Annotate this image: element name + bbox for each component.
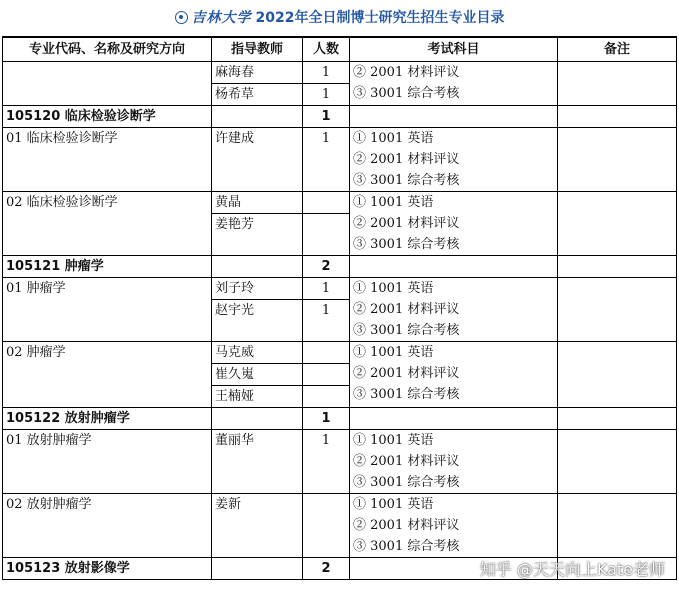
remarks-cell bbox=[558, 278, 677, 342]
document-header bbox=[0, 0, 679, 34]
count-cell bbox=[303, 278, 350, 342]
teacher-count bbox=[303, 386, 349, 407]
count-cell bbox=[303, 430, 350, 494]
exam-subject: ② 2001 材料评议 bbox=[353, 366, 460, 381]
count-cell bbox=[303, 62, 350, 106]
remarks-cell bbox=[558, 256, 677, 278]
direction-name: 02 放射肿瘤学 bbox=[3, 494, 212, 558]
column-header: 人数 bbox=[303, 37, 350, 62]
exam-cell bbox=[350, 192, 558, 256]
major-count: 1 bbox=[303, 106, 350, 128]
teacher-name: 许建成 bbox=[215, 131, 255, 146]
remarks-cell bbox=[558, 128, 677, 192]
teacher-name: 刘子玲 bbox=[212, 278, 302, 300]
exam-subject: ③ 3001 综合考核 bbox=[353, 323, 460, 338]
teacher-cell bbox=[212, 430, 303, 494]
university-seal-icon bbox=[175, 11, 188, 24]
direction-name: 01 肿瘤学 bbox=[3, 278, 212, 342]
direction-name: 02 肿瘤学 bbox=[3, 342, 212, 408]
exam-cell bbox=[350, 408, 558, 430]
teacher-count: 1 bbox=[321, 433, 331, 448]
major-name: 105122 放射肿瘤学 bbox=[3, 408, 212, 430]
university-name: 吉林大学 bbox=[191, 10, 252, 26]
teacher-name: 崔久嵬 bbox=[212, 364, 302, 386]
teacher-cell bbox=[212, 408, 303, 430]
catalog-table bbox=[2, 36, 677, 580]
column-header: 指导教师 bbox=[212, 37, 303, 62]
exam-cell bbox=[350, 128, 558, 192]
major-row bbox=[3, 106, 677, 128]
exam-cell bbox=[350, 256, 558, 278]
teacher-count bbox=[303, 192, 349, 214]
teacher-cell bbox=[212, 128, 303, 192]
teacher-cell bbox=[212, 62, 303, 106]
teacher-cell bbox=[212, 256, 303, 278]
exam-subject: ③ 3001 综合考核 bbox=[353, 539, 460, 554]
column-header: 备注 bbox=[558, 37, 677, 62]
teacher-cell bbox=[212, 494, 303, 558]
teacher-name: 麻海春 bbox=[212, 62, 302, 84]
teacher-count bbox=[303, 364, 349, 386]
exam-cell bbox=[350, 106, 558, 128]
major-count: 2 bbox=[303, 256, 350, 278]
exam-subject: ① 1001 英语 bbox=[353, 281, 434, 296]
count-cell bbox=[303, 192, 350, 256]
teacher-cell bbox=[212, 342, 303, 408]
exam-subject: ① 1001 英语 bbox=[353, 433, 434, 448]
teacher-cell bbox=[212, 558, 303, 580]
remarks-cell bbox=[558, 408, 677, 430]
major-count: 2 bbox=[303, 558, 350, 580]
teacher-name: 黄晶 bbox=[212, 192, 302, 214]
teacher-cell bbox=[212, 278, 303, 342]
exam-subject: ② 2001 材料评议 bbox=[353, 518, 460, 533]
teacher-name: 赵宇光 bbox=[215, 303, 255, 318]
teacher-count: 1 bbox=[303, 62, 349, 84]
teacher-cell bbox=[212, 192, 303, 256]
exam-subject: ① 1001 英语 bbox=[353, 497, 434, 512]
teacher-count: 1 bbox=[321, 131, 331, 146]
remarks-cell bbox=[558, 106, 677, 128]
direction-name: 01 临床检验诊断学 bbox=[3, 128, 212, 192]
teacher-count: 1 bbox=[321, 87, 331, 102]
exam-subject: ② 2001 材料评议 bbox=[353, 152, 460, 167]
teacher-count bbox=[303, 494, 349, 515]
exam-subject: ② 2001 材料评议 bbox=[353, 216, 460, 231]
exam-subject: ③ 3001 综合考核 bbox=[353, 475, 460, 490]
document-title: 2022年全日制博士研究生招生专业目录 bbox=[255, 10, 505, 26]
table-body bbox=[3, 62, 677, 580]
teacher-count: 1 bbox=[321, 303, 331, 318]
exam-subject: ② 2001 材料评议 bbox=[353, 454, 460, 469]
count-cell bbox=[303, 128, 350, 192]
major-name: 105123 放射影像学 bbox=[3, 558, 212, 580]
teacher-name: 姜新 bbox=[215, 497, 242, 512]
exam-cell bbox=[350, 62, 558, 106]
remarks-cell bbox=[558, 430, 677, 494]
count-cell bbox=[303, 342, 350, 408]
table-row bbox=[3, 128, 677, 192]
table-header-row bbox=[3, 37, 677, 62]
exam-subject: ② 2001 材料评议 bbox=[353, 302, 460, 317]
exam-cell bbox=[350, 342, 558, 408]
column-header: 专业代码、名称及研究方向 bbox=[3, 37, 212, 62]
exam-subject: ② 2001 材料评议 bbox=[353, 65, 460, 80]
teacher-name: 杨希草 bbox=[215, 87, 255, 102]
teacher-name: 王楠娅 bbox=[215, 389, 255, 404]
major-row bbox=[3, 256, 677, 278]
exam-subject: ③ 3001 综合考核 bbox=[353, 173, 460, 188]
direction-name: 02 临床检验诊断学 bbox=[3, 192, 212, 256]
major-name: 105120 临床检验诊断学 bbox=[3, 106, 212, 128]
remarks-cell bbox=[558, 62, 677, 106]
major-count: 1 bbox=[303, 408, 350, 430]
direction-cell bbox=[3, 62, 212, 106]
table-row bbox=[3, 192, 677, 256]
exam-cell bbox=[350, 278, 558, 342]
teacher-count bbox=[303, 214, 349, 235]
teacher-name: 董丽华 bbox=[215, 433, 255, 448]
remarks-cell bbox=[558, 494, 677, 558]
teacher-count bbox=[303, 342, 349, 364]
watermark: 知乎 @天天向上Kate老师 bbox=[479, 560, 665, 579]
major-name: 105121 肿瘤学 bbox=[3, 256, 212, 278]
table-row bbox=[3, 494, 677, 558]
exam-subject: ① 1001 英语 bbox=[353, 195, 434, 210]
table-row bbox=[3, 278, 677, 342]
exam-cell bbox=[350, 430, 558, 494]
exam-subject: ① 1001 英语 bbox=[353, 345, 434, 360]
table-row bbox=[3, 342, 677, 408]
exam-subject: ③ 3001 综合考核 bbox=[353, 387, 460, 402]
major-row bbox=[3, 408, 677, 430]
count-cell bbox=[303, 494, 350, 558]
teacher-name: 马克威 bbox=[212, 342, 302, 364]
remarks-cell bbox=[558, 342, 677, 408]
remarks-cell bbox=[558, 192, 677, 256]
teacher-count: 1 bbox=[303, 278, 349, 300]
exam-subject: ① 1001 英语 bbox=[353, 131, 434, 146]
teacher-cell bbox=[212, 106, 303, 128]
teacher-name: 姜艳芳 bbox=[215, 217, 255, 232]
table-row bbox=[3, 430, 677, 494]
table-row bbox=[3, 62, 677, 106]
direction-name: 01 放射肿瘤学 bbox=[3, 430, 212, 494]
exam-cell bbox=[350, 494, 558, 558]
exam-subject: ③ 3001 综合考核 bbox=[353, 86, 460, 101]
column-header: 考试科目 bbox=[350, 37, 558, 62]
exam-subject: ③ 3001 综合考核 bbox=[353, 237, 460, 252]
